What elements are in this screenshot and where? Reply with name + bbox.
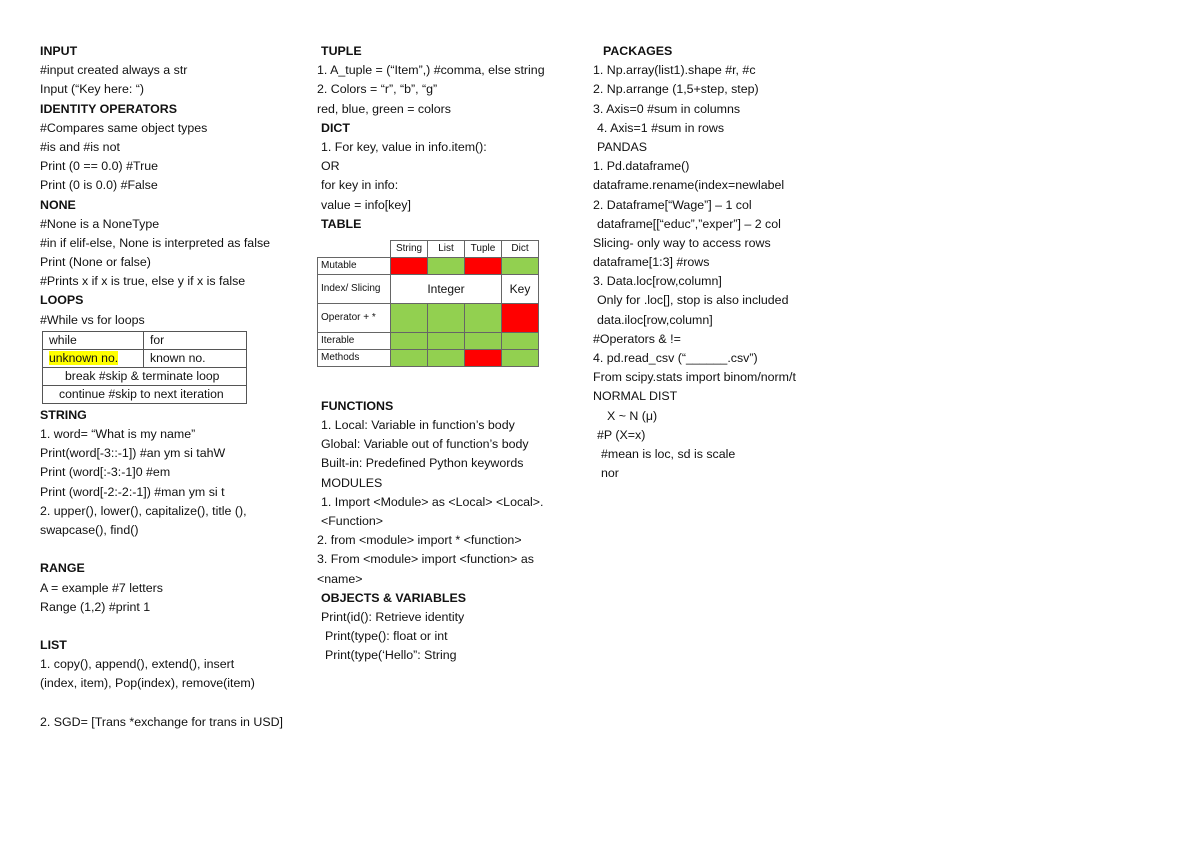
- list-line-3: 2. SGD= [Trans *exchange for trans in USD]: [40, 714, 283, 729]
- mutability-table: [317, 240, 539, 367]
- functions-heading: FUNCTIONS: [321, 398, 394, 413]
- cell-dict-methods: [502, 349, 539, 366]
- pandas-line-4: dataframe[[“educ”,”exper”] – 2 col: [597, 216, 781, 231]
- tuple-heading: TUPLE: [321, 44, 362, 58]
- pandas-line-7: 3. Data.loc[row,column]: [593, 274, 722, 289]
- modules-line-1: 1. Import <Module> as <Local> <Local>.: [321, 494, 544, 509]
- string-line-6: swapcase(), find(): [40, 522, 139, 537]
- modules-line-2: <Function>: [321, 514, 383, 528]
- none-note-3: #Prints x if x is true, else y if x is false: [40, 274, 246, 289]
- pandas-line-5: Slicing- only way to access rows: [593, 235, 771, 250]
- string-line-4: Print (word[-2:-2:-1]) #man ym si t: [40, 484, 225, 499]
- identity-operators-heading: IDENTITY OPERATORS: [40, 101, 178, 116]
- none-example: Print (None or false): [40, 255, 151, 270]
- tuple-line-3: red, blue, green = colors: [317, 101, 451, 116]
- pandas-line-11: 4. pd.read_csv (“______.csv”): [593, 351, 758, 365]
- cell-list-methods: [428, 349, 465, 366]
- packages-line-2: 2. Np.arrange (1,5+step, step): [593, 82, 759, 97]
- cell-dict-iterable: [502, 332, 539, 349]
- cell-string-iterable: [391, 332, 428, 349]
- col-tuple: Tuple: [465, 240, 502, 257]
- modules-heading: MODULES: [321, 475, 383, 490]
- none-note-1: #None is a NoneType: [40, 216, 160, 231]
- normal-line-1: X ~ N (μ): [607, 408, 658, 423]
- normal-line-2: #P (X=x): [597, 427, 646, 442]
- input-example: Input (“Key here: “): [40, 82, 144, 97]
- identity-operators: #is and #is not: [40, 139, 120, 154]
- column-right: [593, 42, 863, 483]
- functions-line-1: 1. Local: Variable in function’s body: [321, 418, 515, 433]
- col-list: List: [428, 240, 465, 257]
- objects-line-3: Print(type(‘Hello”: String: [325, 648, 457, 663]
- cell-dict-operator: [502, 303, 539, 332]
- pandas-line-6: dataframe[1:3] #rows: [593, 255, 710, 270]
- pandas-heading: PANDAS: [597, 139, 648, 154]
- for-cell: known no.: [144, 349, 247, 367]
- unknown-highlight: unknown no.: [49, 350, 119, 365]
- normal-line-3: #mean is loc, sd is scale: [601, 446, 736, 461]
- packages-line-4: 4. Axis=1 #sum in rows: [597, 120, 725, 135]
- string-line-1: 1. word= “What is my name”: [40, 427, 196, 441]
- for-header: for: [144, 331, 247, 349]
- loops-heading: LOOPS: [40, 293, 84, 308]
- while-header: while: [43, 331, 144, 349]
- identity-example-false: Print (0 is 0.0) #False: [40, 178, 158, 193]
- list-heading: LIST: [40, 638, 67, 653]
- table-heading: TABLE: [321, 216, 362, 231]
- objects-variables-heading: OBJECTS & VARIABLES: [321, 590, 467, 605]
- col-string: String: [391, 240, 428, 257]
- string-line-5: 2. upper(), lower(), capitalize(), title (),: [40, 503, 247, 518]
- col-dict: Dict: [502, 240, 539, 257]
- cell-list-mutable: [428, 257, 465, 274]
- cell-tuple-methods: [465, 349, 502, 366]
- normal-dist-heading: NORMAL DIST: [593, 389, 678, 404]
- identity-note: #Compares same object types: [40, 120, 208, 135]
- break-row: break #skip & terminate loop: [43, 367, 247, 385]
- cell-string-operator: [391, 303, 428, 332]
- input-note: #input created always a str: [40, 63, 188, 78]
- objects-line-2: Print(type(): float or int: [325, 629, 448, 644]
- list-line-1: 1. copy(), append(), extend(), insert: [40, 657, 235, 672]
- pandas-line-9: data.iloc[row,column]: [597, 312, 713, 327]
- string-heading: STRING: [40, 407, 87, 422]
- column-left: [40, 42, 308, 732]
- dict-line-2: OR: [321, 159, 340, 174]
- dict-line-3: for key in info:: [321, 178, 399, 193]
- while-cell: [43, 349, 144, 367]
- range-line-2: Range (1,2) #print 1: [40, 599, 151, 614]
- row-operator: Operator + *: [318, 303, 391, 332]
- cell-dict-mutable: [502, 257, 539, 274]
- none-heading: NONE: [40, 197, 76, 212]
- loops-note: #While vs for loops: [40, 312, 145, 327]
- while-for-table: [42, 331, 247, 404]
- cell-tuple-mutable: [465, 257, 502, 274]
- cell-tuple-iterable: [465, 332, 502, 349]
- cell-list-iterable: [428, 332, 465, 349]
- continue-row: continue #skip to next iteration: [43, 385, 247, 403]
- row-mutable: Mutable: [318, 257, 391, 274]
- pandas-line-3: 2. Dataframe[“Wage”] – 1 col: [593, 197, 752, 212]
- modules-line-3: 2. from <module> import * <function>: [317, 533, 522, 548]
- string-line-2: Print(word[-3::-1]) #an ym si tahW: [40, 446, 226, 461]
- identity-example-true: Print (0 == 0.0) #True: [40, 159, 158, 174]
- pandas-line-1: 1. Pd.dataframe(): [593, 159, 690, 174]
- none-note-2: #in if elif-else, None is interpreted as false: [40, 235, 271, 250]
- row-iterable: Iterable: [318, 332, 391, 349]
- row-methods: Methods: [318, 349, 391, 366]
- packages-line-3: 3. Axis=0 #sum in columns: [593, 101, 741, 116]
- input-heading: INPUT: [40, 44, 78, 58]
- pandas-line-10: #Operators & !=: [593, 331, 681, 346]
- functions-line-3: Built-in: Predefined Python keywords: [321, 456, 524, 471]
- string-line-3: Print (word[:-3:-1]0 #em: [40, 465, 171, 480]
- packages-line-1: 1. Np.array(list1).shape #r, #c: [593, 63, 756, 78]
- pandas-line-8: Only for .loc[], stop is also included: [597, 293, 789, 308]
- range-line-1: A = example #7 letters: [40, 580, 163, 595]
- cell-list-operator: [428, 303, 465, 332]
- functions-line-2: Global: Variable out of function’s body: [321, 437, 529, 452]
- column-middle: [317, 42, 589, 666]
- dict-line-4: value = info[key]: [321, 197, 411, 212]
- cell-string-mutable: [391, 257, 428, 274]
- cell-integer: Integer: [391, 274, 502, 303]
- list-line-2: (index, item), Pop(index), remove(item): [40, 676, 255, 691]
- cell-key: Key: [502, 274, 539, 303]
- normal-line-4: nor: [601, 466, 619, 481]
- cell-string-methods: [391, 349, 428, 366]
- tuple-line-1: 1. A_tuple = (“Item”,) #comma, else string: [317, 63, 545, 78]
- modules-line-4: 3. From <module> import <function> as: [317, 552, 534, 567]
- tuple-line-2: 2. Colors = “r”, “b”, “g”: [317, 82, 438, 97]
- pandas-line-12: From scipy.stats import binom/norm/t: [593, 370, 796, 385]
- pandas-line-2: dataframe.rename(index=newlabel: [593, 178, 785, 193]
- packages-heading: PACKAGES: [603, 44, 673, 58]
- range-heading: RANGE: [40, 561, 85, 576]
- row-index-slicing: Index/ Slicing: [318, 274, 391, 303]
- cell-tuple-operator: [465, 303, 502, 332]
- dict-line-1: 1. For key, value in info.item():: [321, 139, 487, 154]
- dict-heading: DICT: [321, 120, 350, 135]
- objects-line-1: Print(id(): Retrieve identity: [321, 609, 465, 624]
- modules-line-5: <name>: [317, 571, 363, 586]
